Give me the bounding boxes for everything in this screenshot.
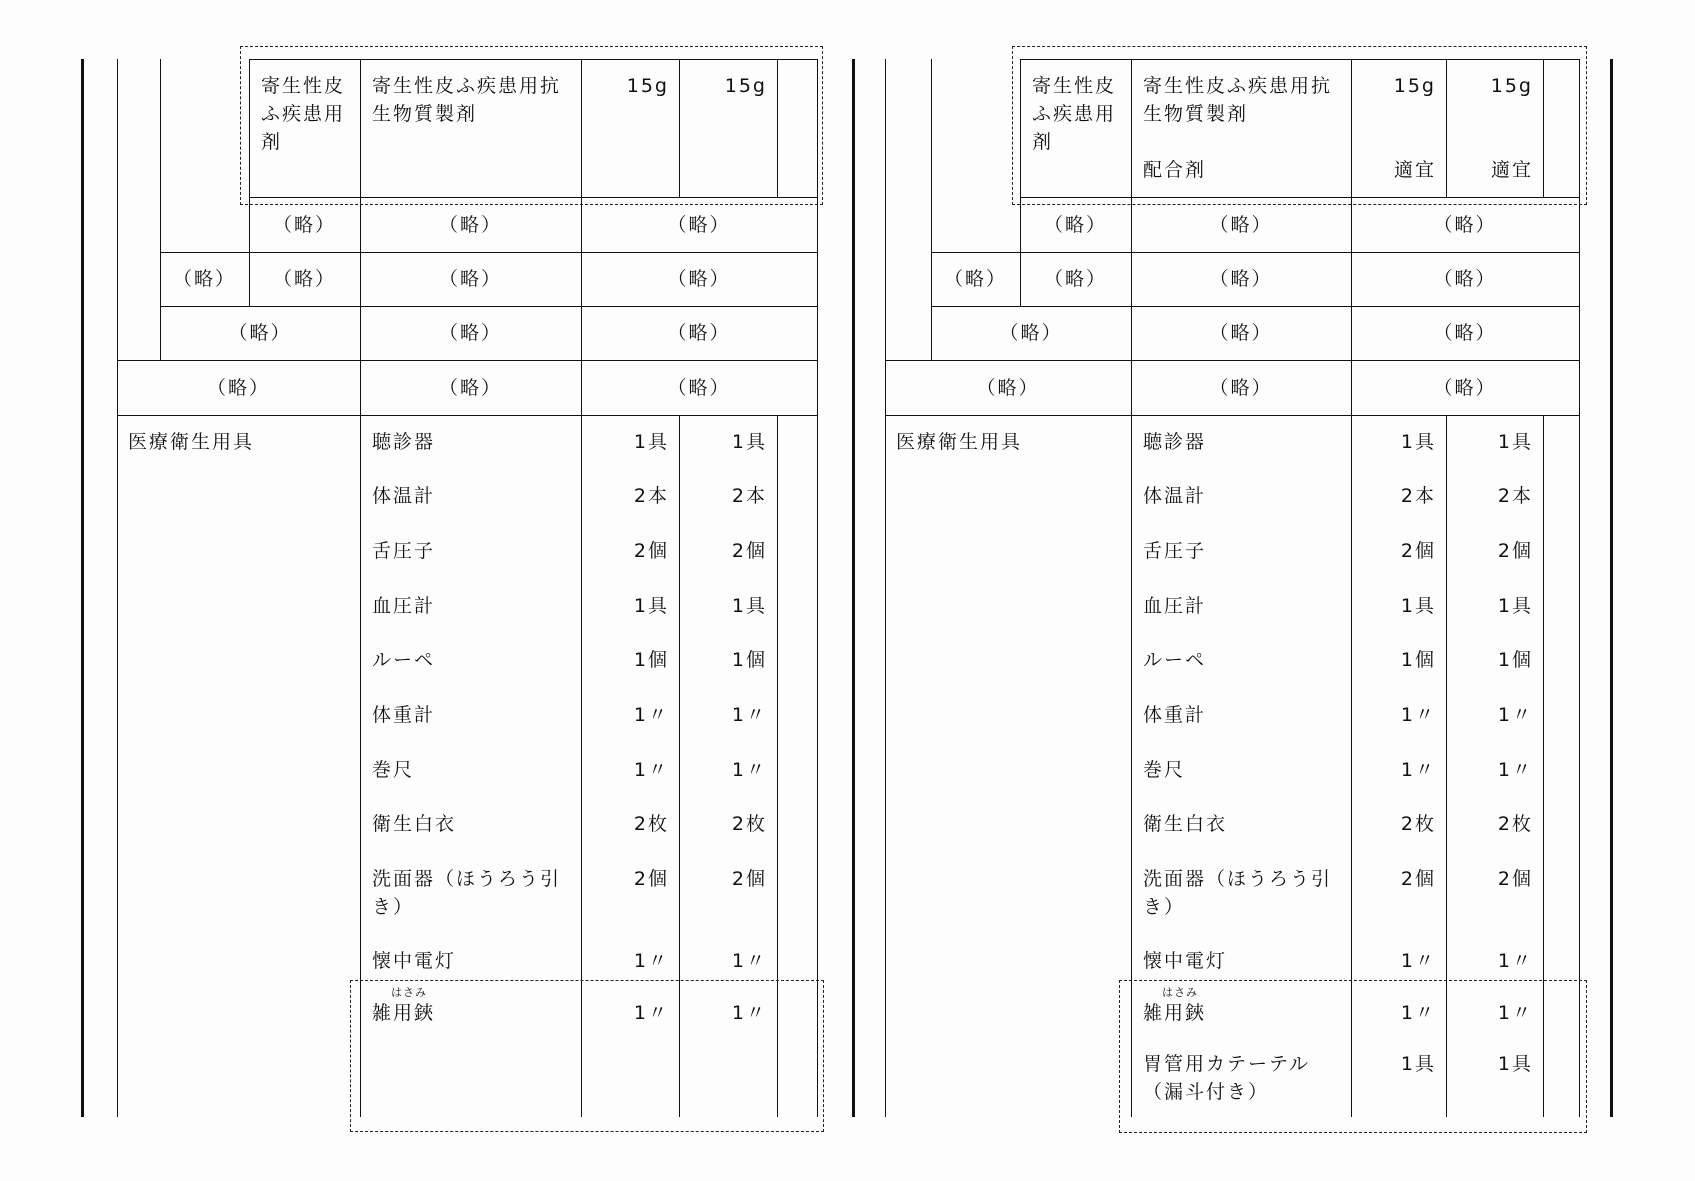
table-border (160, 306, 817, 307)
item-quantity: 1〃 (633, 950, 669, 972)
item-quantity: 1〃 (633, 1002, 669, 1024)
item-quantity: 2個 (1400, 868, 1436, 890)
omitted-cell: （略） (667, 376, 731, 399)
item-quantity: 1〃 (633, 704, 669, 726)
page-margin-rule (1610, 59, 1613, 1117)
item-quantity: 1個 (1497, 649, 1533, 671)
omitted-cell: （略） (438, 322, 502, 344)
omitted-cell: （略） (1209, 376, 1273, 399)
table-border (817, 59, 818, 1117)
drug-name-cell: 寄生性皮ふ疾患用抗生物質製剤 (1143, 75, 1333, 125)
item-name: 舌圧子 (1143, 540, 1207, 562)
item-quantity: 2個 (633, 868, 669, 890)
quantity-cell: 適宜 (1490, 159, 1533, 181)
item-name: 聴診器 (372, 431, 436, 453)
omitted-cell: （略） (1433, 322, 1497, 344)
item-quantity: 1具 (1400, 1053, 1436, 1075)
item-quantity: 1〃 (1497, 950, 1533, 972)
quantity-cell: 適宜 (1393, 159, 1436, 181)
table-border (117, 415, 817, 416)
quantity-cell: 15g (1490, 75, 1533, 97)
item-name: 聴診器 (1143, 431, 1207, 453)
item-name: 雑用鋏 (372, 1002, 436, 1024)
item-name: 胃管用カテーテル（漏斗付き） (1143, 1053, 1311, 1103)
table-border (160, 59, 161, 360)
item-quantity: 2本 (1497, 485, 1533, 507)
item-quantity: 1〃 (731, 1002, 767, 1024)
item-quantity: 1個 (1400, 649, 1436, 671)
omitted-cell: （略） (667, 268, 731, 290)
omitted-cell: （略） (999, 322, 1063, 344)
item-quantity: 1個 (633, 649, 669, 671)
item-name: 洗面器（ほうろう引き） (372, 868, 562, 918)
item-quantity: 2枚 (1497, 813, 1533, 835)
omitted-cell: （略） (976, 376, 1040, 399)
table-border (885, 360, 1579, 361)
item-quantity: 1〃 (1400, 759, 1436, 781)
item-name: 舌圧子 (372, 540, 436, 562)
omitted-cell: （略） (228, 322, 292, 344)
item-quantity: 2本 (1400, 485, 1436, 507)
item-quantity: 1具 (731, 595, 767, 617)
item-quantity: 1具 (1497, 1053, 1533, 1075)
item-quantity: 1〃 (1400, 704, 1436, 726)
item-quantity: 2個 (731, 540, 767, 562)
item-quantity: 1〃 (1497, 759, 1533, 781)
item-quantity: 1具 (731, 431, 767, 453)
quantity-cell: 15g (626, 75, 669, 97)
item-quantity: 1〃 (633, 759, 669, 781)
item-name: 巻尺 (372, 759, 415, 781)
item-quantity: 2個 (1497, 540, 1533, 562)
omitted-cell: （略） (438, 268, 502, 290)
item-name: 血圧計 (372, 595, 436, 617)
omitted-cell: （略） (1433, 376, 1497, 399)
item-name: 体温計 (372, 485, 436, 507)
item-name: ルーペ (1143, 649, 1207, 671)
table-border (1579, 59, 1580, 1117)
item-quantity: 2枚 (633, 813, 669, 835)
item-quantity: 1個 (731, 649, 767, 671)
category-cell: 寄生性皮ふ疾患用剤 (1032, 75, 1117, 153)
item-quantity: 1〃 (731, 704, 767, 726)
item-name: 巻尺 (1143, 759, 1186, 781)
item-name: 懐中電灯 (1143, 950, 1228, 972)
table-border (117, 360, 817, 361)
omitted-cell: （略） (667, 213, 731, 236)
table-border (885, 415, 1579, 416)
item-quantity: 2個 (1497, 868, 1533, 890)
item-quantity: 1〃 (731, 759, 767, 781)
page-margin-rule (852, 59, 855, 1117)
omitted-cell: （略） (272, 213, 336, 236)
omitted-cell: （略） (1209, 213, 1273, 236)
item-name: 衛生白衣 (372, 813, 457, 835)
omitted-cell: （略） (667, 322, 731, 344)
omitted-cell: （略） (1433, 268, 1497, 290)
category-cell: 寄生性皮ふ疾患用剤 (261, 75, 346, 153)
item-quantity: 2本 (731, 485, 767, 507)
table-border (117, 59, 118, 1117)
table-border (931, 306, 1579, 307)
omitted-cell: （略） (172, 268, 236, 290)
item-quantity: 1具 (1400, 595, 1436, 617)
item-name: 雑用鋏 (1143, 1002, 1207, 1024)
ruby-annotation: はさみ (391, 986, 427, 999)
item-quantity: 1〃 (1400, 950, 1436, 972)
item-name: 懐中電灯 (372, 950, 457, 972)
item-quantity: 2枚 (1400, 813, 1436, 835)
item-quantity: 1具 (1497, 431, 1533, 453)
item-name: 体温計 (1143, 485, 1207, 507)
omitted-cell: （略） (1209, 322, 1273, 344)
omitted-cell: （略） (438, 213, 502, 236)
category-cell: 医療衛生用具 (128, 431, 255, 453)
drug-name-cell: 寄生性皮ふ疾患用抗生物質製剤 (372, 75, 562, 125)
item-name: 衛生白衣 (1143, 813, 1228, 835)
item-quantity: 1具 (1497, 595, 1533, 617)
quantity-cell: 15g (1393, 75, 1436, 97)
table-border (885, 59, 886, 1117)
item-name: 血圧計 (1143, 595, 1207, 617)
category-cell: 医療衛生用具 (896, 431, 1023, 453)
item-quantity: 2本 (633, 485, 669, 507)
quantity-cell: 15g (724, 75, 767, 97)
item-quantity: 2個 (633, 540, 669, 562)
table-border (931, 252, 1579, 253)
omitted-cell: （略） (1043, 213, 1107, 236)
item-quantity: 1具 (1400, 431, 1436, 453)
item-quantity: 2個 (731, 868, 767, 890)
table-border (931, 59, 932, 360)
item-quantity: 1〃 (731, 950, 767, 972)
item-name: 体重計 (372, 704, 436, 726)
item-name: 洗面器（ほうろう引き） (1143, 868, 1333, 918)
item-quantity: 1具 (633, 595, 669, 617)
item-name: ルーペ (372, 649, 436, 671)
item-quantity: 1具 (633, 431, 669, 453)
omitted-cell: （略） (206, 376, 270, 399)
item-name: 体重計 (1143, 704, 1207, 726)
ruby-annotation: はさみ (1162, 986, 1198, 999)
omitted-cell: （略） (1043, 268, 1107, 290)
item-quantity: 1〃 (1497, 704, 1533, 726)
item-quantity: 1〃 (1497, 1002, 1533, 1024)
omitted-cell: （略） (438, 376, 502, 399)
omitted-cell: （略） (1433, 213, 1497, 236)
omitted-cell: （略） (1209, 268, 1273, 290)
drug-name-cell: 配合剤 (1143, 159, 1207, 181)
page-margin-rule (81, 59, 84, 1117)
omitted-cell: （略） (943, 268, 1007, 290)
item-quantity: 2個 (1400, 540, 1436, 562)
item-quantity: 2枚 (731, 813, 767, 835)
table-border (160, 252, 817, 253)
item-quantity: 1〃 (1400, 1002, 1436, 1024)
omitted-cell: （略） (272, 268, 336, 290)
